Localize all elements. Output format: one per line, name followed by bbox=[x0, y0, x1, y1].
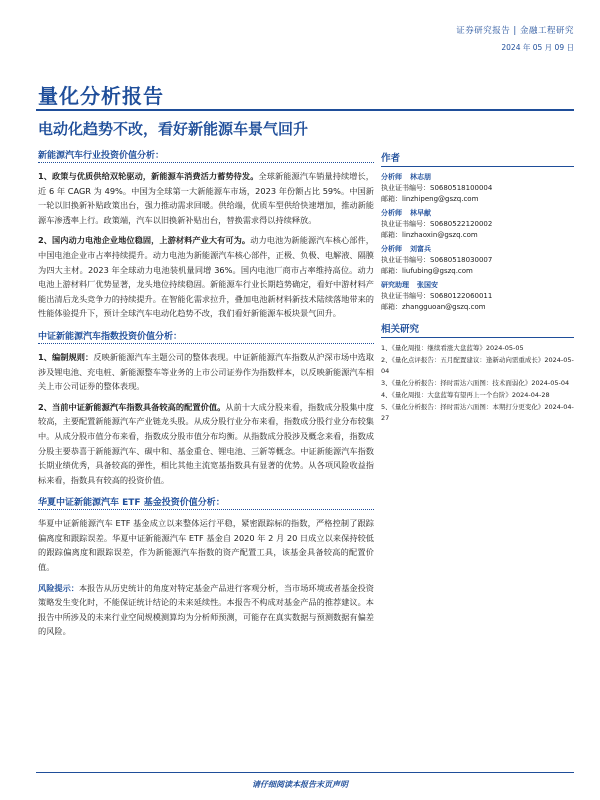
author-name: 张国安 bbox=[417, 281, 438, 289]
paragraph-lead: 2、国内动力电池企业地位稳固，上游材料产业大有可为。 bbox=[38, 235, 251, 246]
related-report-link[interactable]: 1、《量化周报：继续看涨大盘蓝筹》2024-05-05 bbox=[381, 344, 524, 352]
license-number: S0680518100004 bbox=[430, 184, 493, 192]
paragraph bbox=[38, 400, 374, 488]
author-role: 分析师 bbox=[381, 245, 402, 253]
related-report-link[interactable]: 4、《量化周报：大盘蓝筹有望再上一个台阶》2024-04-28 bbox=[381, 391, 550, 399]
license-number: S0680122060011 bbox=[430, 292, 493, 300]
section-title-industry: 新能源汽车行业投资价值分析： bbox=[38, 148, 374, 163]
footer-divider bbox=[36, 772, 574, 773]
paragraph-text: 全球新能源汽车销量持续增长，近 6 年 CAGR 为 49%。中国为全球第一大新能源车市场，2023 年份额占比 59%。中国新一轮以旧换新补贴政策出台，强力推动需求回暖。供给端，优质车型供给快速增加，推动新能源车渗透率上行。政策端，汽车以旧换新补贴出台，替换需求得以持续释放。 bbox=[38, 171, 374, 225]
section-title-etf: 华夏中证新能源汽车 ETF 基金投资价值分析： bbox=[38, 495, 374, 510]
author-role: 分析师 bbox=[381, 209, 402, 217]
related-research-title: 相关研究 bbox=[381, 321, 574, 338]
email-label: 邮箱： bbox=[381, 267, 402, 275]
paragraph-text: 从前十大成分股来看，指数成分股集中度较高，主要配置新能源汽车产业链龙头股。从成分股行业分布来看，指数成分股行业分布较集中。从成分股市值分布来看，指数成分股市值分布均衡。从指数成分股涉及概念来看，指数成分股主要恭喜于新能源汽车、碳中和、基金重仓、锂电池、三新等概念。中证新能源汽车指数长期业绩优秀，具备较高的弹性，相比其他主流宽基指数具有显著的优势。从各项风险收益指标来看，指数具有较高的投资价值。 bbox=[38, 401, 374, 485]
paragraph bbox=[38, 169, 374, 227]
license-label: 执业证书编号： bbox=[381, 256, 430, 264]
author-email[interactable]: linzhipeng@gszq.com bbox=[402, 195, 479, 203]
main-column bbox=[38, 148, 374, 645]
related-report-link[interactable]: 3、《量化分析报告：择时雷达六面图：技术面弱化》2024-05-04 bbox=[381, 379, 570, 387]
author-name: 林志朋 bbox=[410, 173, 431, 181]
report-category: 证券研究报告 | 金融工程研究 bbox=[456, 26, 574, 36]
paragraph-text: 反映新能源汽车主题公司的整体表现。中证新能源汽车指数从沪深市场中选取涉及锂电池、充电桩、新能源整车等业务的上市公司证券作为指数样本，以反映新能源汽车相关上市公司证券的整体表现。 bbox=[38, 351, 374, 392]
author-card bbox=[381, 208, 574, 241]
report-type-title: 量化分析报告 bbox=[38, 84, 164, 108]
email-label: 邮箱： bbox=[381, 303, 402, 311]
author-email[interactable]: zhangguoan@gszq.com bbox=[402, 303, 486, 311]
paragraph bbox=[38, 350, 374, 394]
author-card bbox=[381, 172, 574, 205]
email-label: 邮箱： bbox=[381, 231, 402, 239]
paragraph bbox=[38, 233, 374, 321]
section-title-index: 中证新能源汽车指数投资价值分析： bbox=[38, 329, 374, 344]
license-label: 执业证书编号： bbox=[381, 184, 430, 192]
paragraph-lead: 2、当前中证新能源汽车指数具备较高的配置价值。 bbox=[38, 401, 226, 412]
author-card bbox=[381, 244, 574, 277]
license-number: S0680518030007 bbox=[430, 256, 493, 264]
author-email[interactable]: linzhaoxin@gszq.com bbox=[402, 231, 478, 239]
risk-label: 风险提示： bbox=[38, 582, 79, 593]
footer-disclaimer: 请仔细阅读本报告末页声明 bbox=[252, 780, 348, 789]
paragraph bbox=[38, 516, 374, 574]
authors-title: 作者 bbox=[381, 150, 574, 167]
sidebar bbox=[381, 150, 574, 425]
report-header bbox=[456, 24, 574, 53]
paragraph-text: 动力电池为新能源汽车核心部件，中国电池企业市占率持续提升。动力电池为新能源汽车核心部件，正极、负极、电解液、隔膜为四大主材。2023 年全球动力电池装机量同增 36%。国内电池厂商市占率维持高位。动力电池上游材料厂优势显著，龙头地位持续稳固。新能源车行业长期趋势确定，看好中游材料产能出清后龙头竞争力的持续提升。在智能化需求拉升，叠加电池新材料新技术陆续落地带来的性能体验提升下，预计全球汽车电动化趋势不改，我们看好新能源车板块景气回升。 bbox=[38, 235, 374, 319]
paragraph-text: 华夏中证新能源汽车 ETF 基金成立以来整体运行平稳，紧密跟踪标的指数，严格控制了跟踪偏离度和跟踪误差。华夏中证新能源汽车 ETF 基金自 2020 年 2 月 20 日成立以来保持较低的跟踪偏离度和跟踪误差，作为新能源汽车指数的资产配置工具，该基金具备较高的配置价值。 bbox=[38, 518, 374, 573]
license-label: 执业证书编号： bbox=[381, 292, 430, 300]
author-role: 分析师 bbox=[381, 173, 402, 181]
paragraph-lead: 1、政策与优质供给双轮驱动，新能源车消费活力蓄势待发。 bbox=[38, 171, 259, 181]
report-headline: 电动化趋势不改，看好新能源车景气回升 bbox=[38, 120, 309, 138]
author-email[interactable]: liufubing@gszq.com bbox=[402, 267, 473, 275]
license-label: 执业证书编号： bbox=[381, 220, 430, 228]
paragraph-lead: 1、编制规则： bbox=[38, 351, 94, 362]
author-name: 林早献 bbox=[410, 209, 431, 217]
email-label: 邮箱： bbox=[381, 195, 402, 203]
license-number: S0680522120002 bbox=[430, 220, 493, 228]
related-report-link[interactable]: 5、《量化分析报告：择时雷达六面图：本期打分更变化》2024-04-27 bbox=[381, 403, 574, 422]
header-divider bbox=[36, 109, 574, 111]
author-role: 研究助理 bbox=[381, 281, 409, 289]
author-card bbox=[381, 280, 574, 313]
report-date: 2024 年 05 月 09 日 bbox=[501, 43, 574, 52]
risk-text: 本报告从历史统计的角度对特定基金产品进行客观分析，当市场环境或者基金投资策略发生变化时，不能保证统计结论的未来延续性。本报告不构成对基金产品的推荐建议。本报告中所涉及的未来行业空间规模测算均为分析师预测，可能存在真实数据与预测数据有偏差的风险。 bbox=[38, 582, 374, 637]
related-report-link[interactable]: 2、《量化点评报告：五月配置建议：逢新动向需重成长》2024-05-04 bbox=[381, 356, 574, 375]
author-name: 刘富兵 bbox=[410, 245, 431, 253]
risk-warning bbox=[38, 581, 374, 639]
